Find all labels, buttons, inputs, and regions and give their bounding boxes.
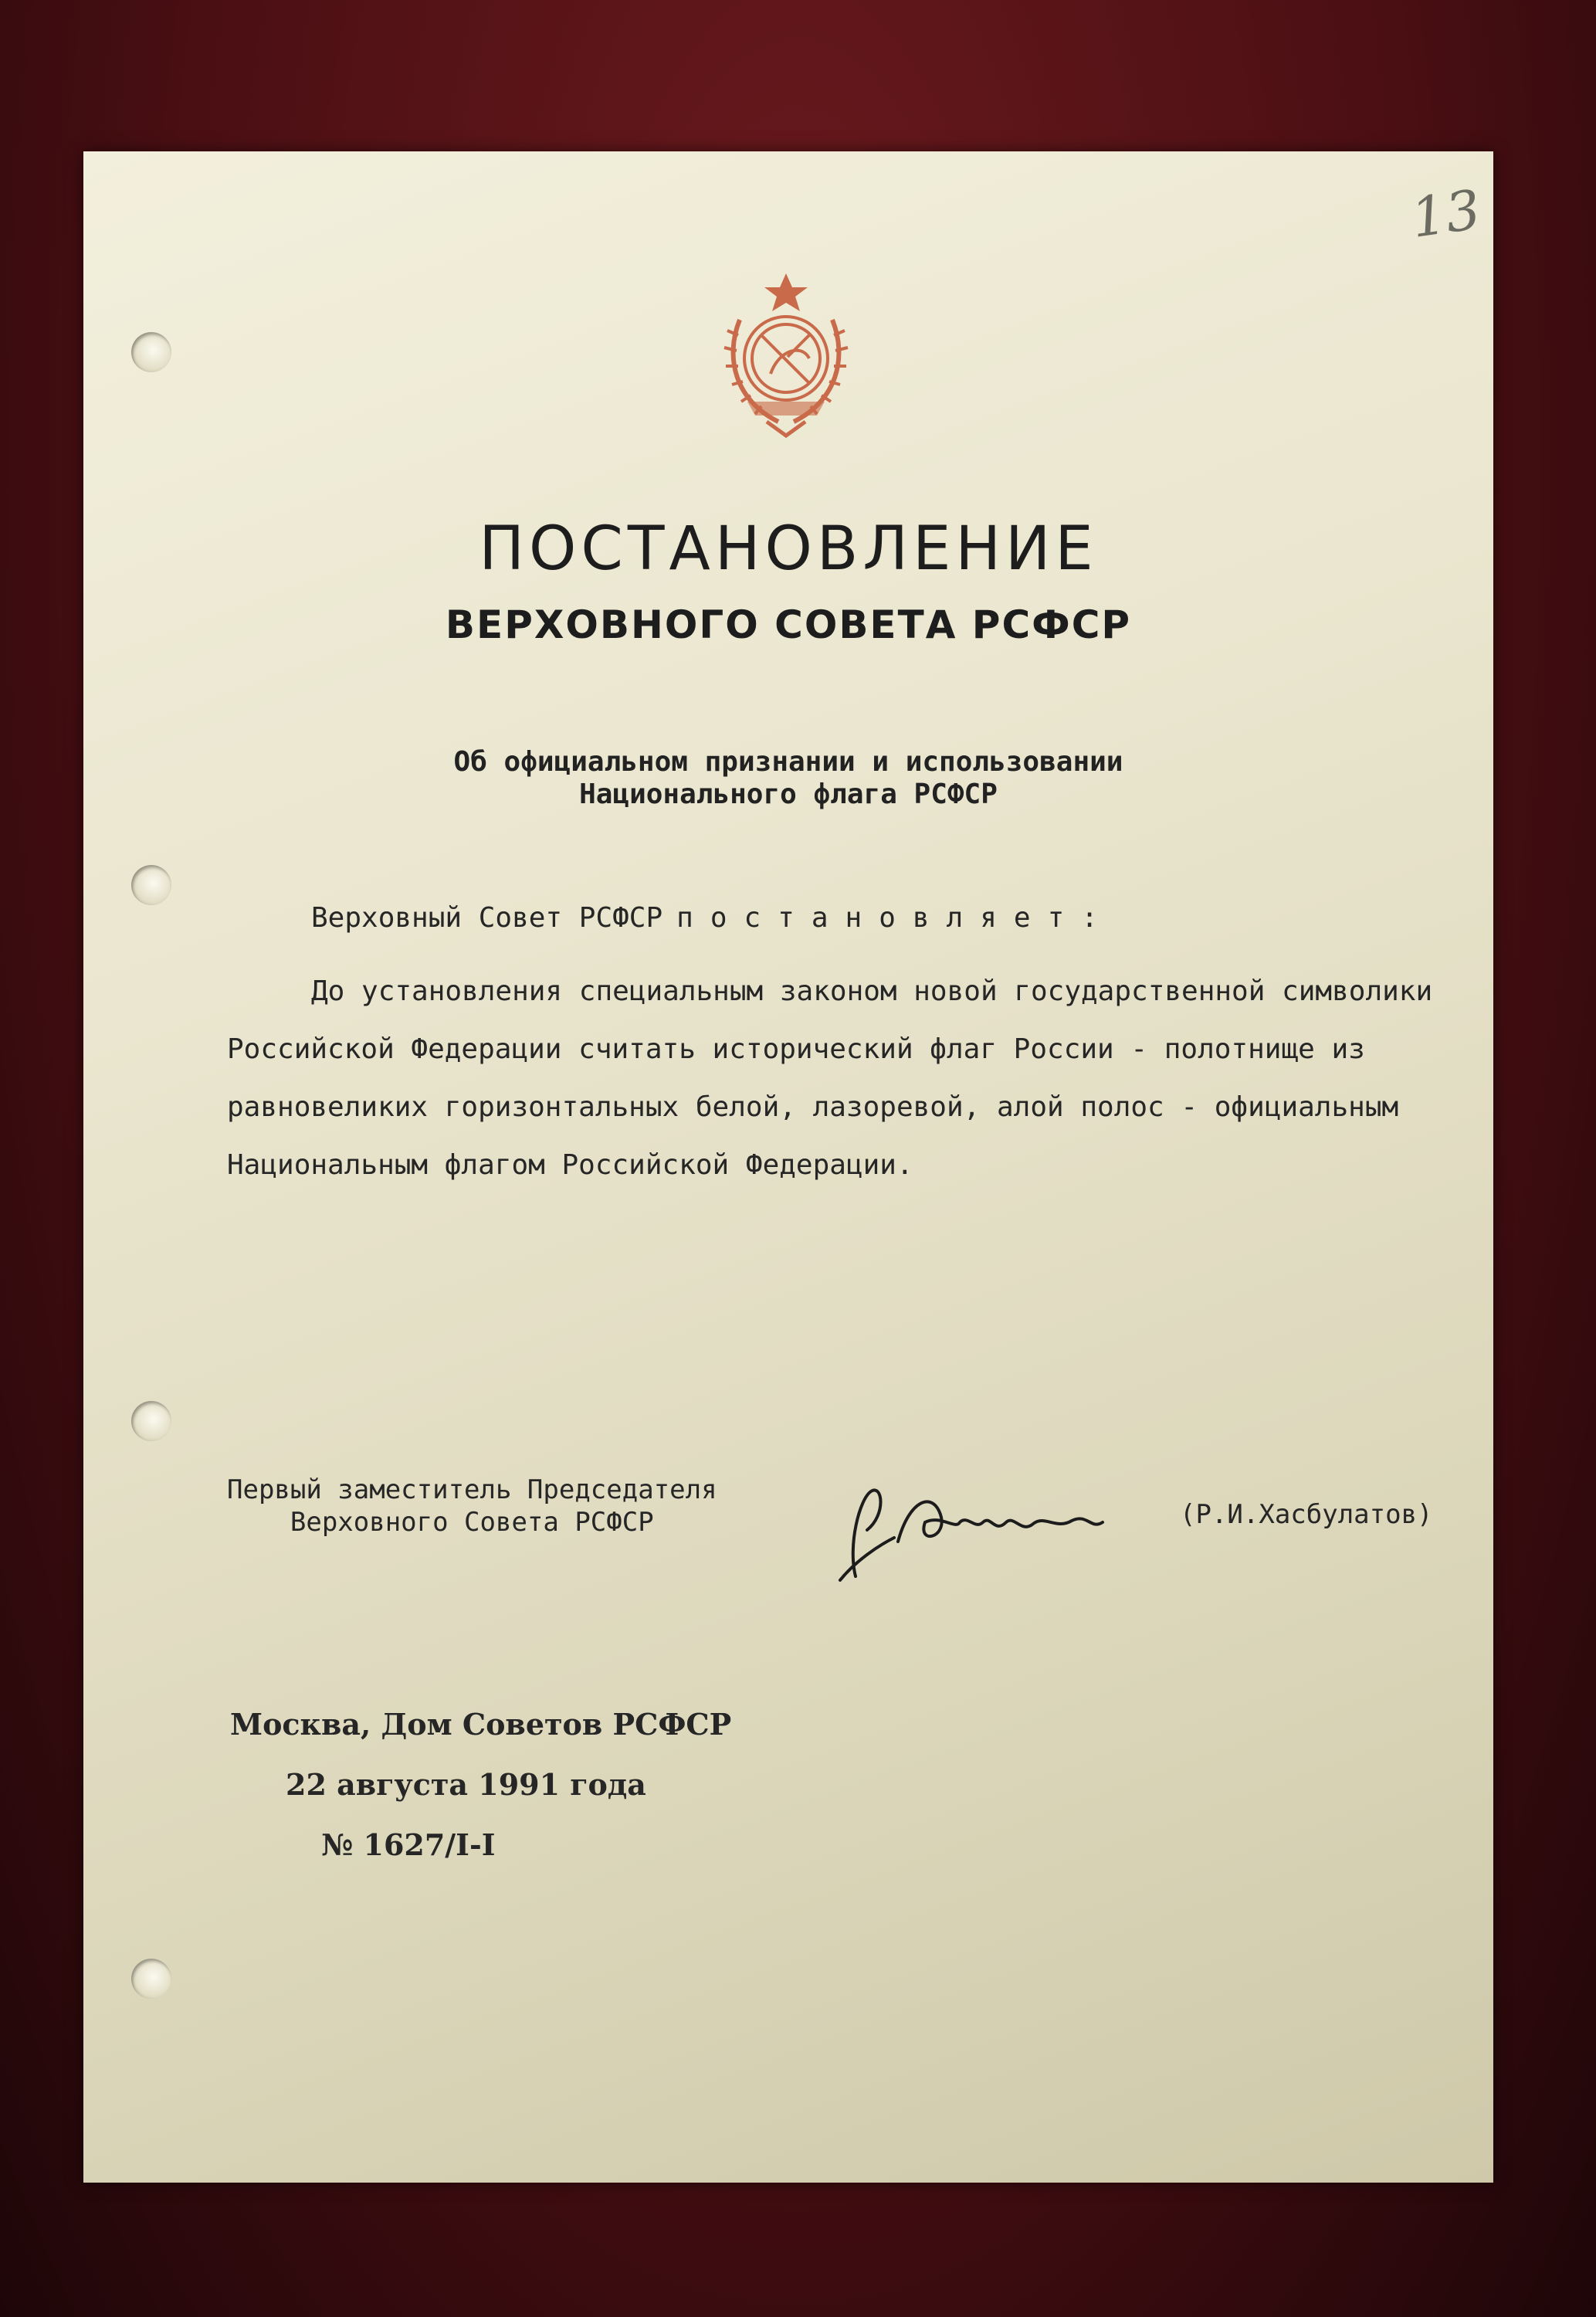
decree-word: постановляет: — [676, 902, 1115, 934]
decree-intro — [311, 902, 1115, 934]
heading-line: Об официальном признании и использовании — [453, 746, 1123, 778]
punch-hole — [131, 1959, 171, 1999]
document-number: № 1627/I-I — [321, 1827, 496, 1862]
document-title: ПОСТАНОВЛЕНИЕ — [479, 514, 1098, 584]
role-line: Первый заместитель Председателя — [227, 1474, 717, 1505]
decree-paragraph: До установления специальным законом новой государственной символики Российской Федерации считать исторический флаг России - полотнище из равновеликих горизонтальных белой, лазоревой, алой полос - официальным Национальным флагом Российской Федерации. — [227, 975, 1433, 1181]
signatory-role — [227, 1474, 717, 1538]
date-line: 22 августа 1991 года — [286, 1767, 646, 1802]
handwritten-signature — [825, 1468, 1133, 1592]
place-date-number — [230, 1694, 731, 1875]
punch-hole — [131, 332, 171, 372]
document-page — [83, 151, 1493, 2183]
place-line: Москва, Дом Советов РСФСР — [230, 1707, 732, 1742]
intro-subject: Верховный Совет РСФСР — [311, 902, 663, 934]
punch-hole — [131, 1401, 171, 1441]
heading-line: Национального флага РСФСР — [579, 779, 998, 810]
punch-hole — [131, 865, 171, 905]
role-line: Верховного Совета РСФСР — [290, 1507, 654, 1538]
signatory-name: (Р.И.Хасбулатов) — [1180, 1499, 1433, 1530]
document-heading — [83, 746, 1493, 811]
document-subtitle: ВЕРХОВНОГО СОВЕТА РСФСР — [445, 602, 1132, 647]
coat-of-arms-icon — [693, 250, 879, 443]
page-number: 13 — [1407, 178, 1485, 250]
